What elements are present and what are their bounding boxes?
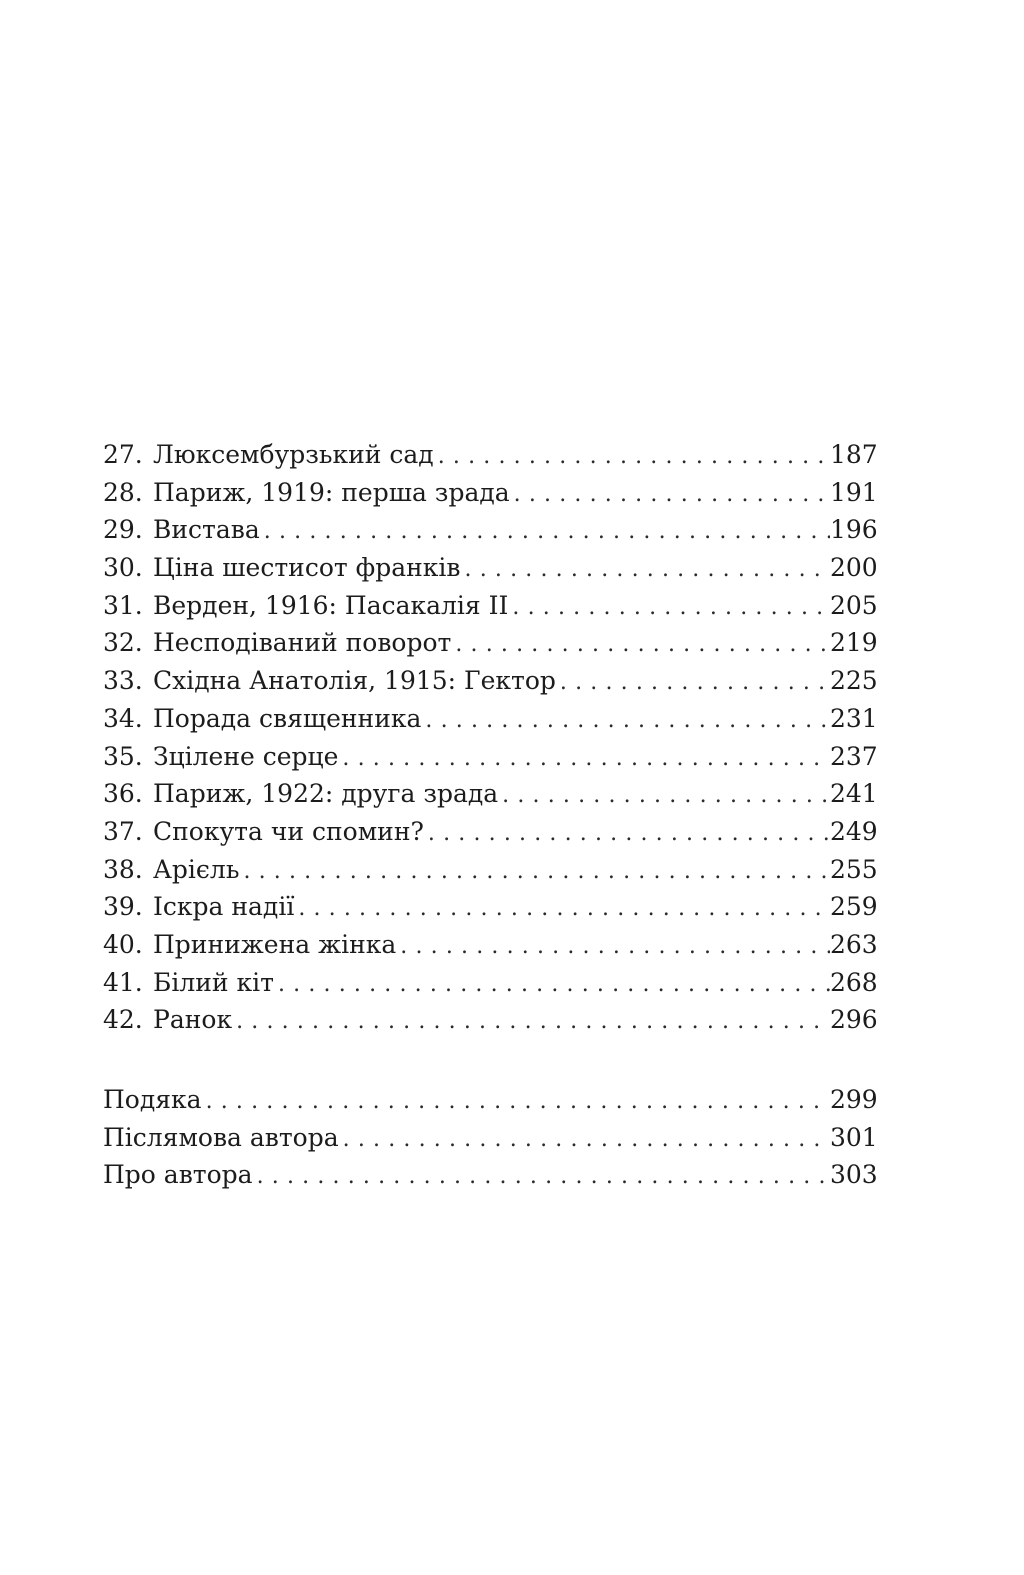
- chapter-number: 32.: [103, 628, 143, 658]
- chapter-number: 31.: [103, 590, 143, 620]
- page-number: 259: [830, 892, 878, 922]
- page-number: 301: [830, 1122, 878, 1152]
- page-number: 299: [830, 1085, 878, 1114]
- dot-leader: [236, 1003, 830, 1041]
- chapter-title: Порада священника: [153, 703, 422, 733]
- chapter-title: Ціна шестисот франків: [153, 553, 461, 583]
- chapter-number: 34.: [103, 703, 143, 733]
- section-title: Про автора: [103, 1160, 253, 1190]
- page-number: 268: [830, 967, 878, 997]
- chapter-title: Зцілене серце: [153, 741, 339, 771]
- toc-entry-41: [103, 964, 878, 1002]
- dot-leader: [465, 551, 830, 589]
- chapter-number: 41.: [103, 967, 143, 997]
- chapter-number: 36.: [103, 779, 143, 809]
- chapter-list: [103, 436, 878, 1039]
- dot-leader: [342, 740, 830, 778]
- chapter-number: 38.: [103, 854, 143, 884]
- chapter-number: 42.: [103, 1005, 143, 1035]
- toc-entry-34: [103, 700, 878, 738]
- chapter-title: Білий кіт: [153, 967, 274, 997]
- chapter-number: 40.: [103, 929, 143, 959]
- table-of-contents: [103, 436, 878, 1194]
- dot-leader: [264, 513, 830, 551]
- dot-leader: [514, 476, 830, 514]
- dot-leader: [560, 664, 830, 702]
- section-title: Подяка: [103, 1085, 202, 1114]
- dot-leader: [206, 1083, 830, 1121]
- toc-entry-42: [103, 1001, 878, 1039]
- toc-entry-33: [103, 662, 878, 700]
- page-number: 249: [830, 816, 878, 846]
- chapter-number: 35.: [103, 741, 143, 771]
- chapter-number: 30.: [103, 553, 143, 583]
- chapter-title: Верден, 1916: Пасакалія II: [153, 590, 509, 620]
- dot-leader: [278, 966, 830, 1004]
- chapter-title: Ранок: [153, 1005, 233, 1035]
- page-number: 255: [830, 854, 878, 884]
- toc-entry-35: [103, 738, 878, 776]
- toc-entry-32: [103, 624, 878, 662]
- chapter-number: 39.: [103, 892, 143, 922]
- dot-leader: [428, 815, 830, 853]
- chapter-number: 29.: [103, 515, 143, 545]
- toc-entry-27: [103, 436, 878, 474]
- toc-entry-36: [103, 775, 878, 813]
- dot-leader: [438, 438, 830, 476]
- chapter-title: Східна Анатолія, 1915: Гектор: [153, 666, 556, 696]
- dot-leader: [502, 777, 830, 815]
- chapter-number: 27.: [103, 440, 143, 469]
- chapter-title: Іскра надії: [153, 892, 295, 922]
- section-title: Післямова автора: [103, 1122, 339, 1152]
- chapter-title: Несподіваний поворот: [153, 628, 452, 658]
- toc-entry-37: [103, 813, 878, 851]
- chapter-number: 28.: [103, 477, 143, 507]
- chapter-title: Люксембурзький сад: [153, 440, 434, 469]
- chapter-title: Париж, 1919: перша зрада: [153, 477, 510, 507]
- dot-leader: [512, 589, 830, 627]
- dot-leader: [343, 1121, 830, 1159]
- page-number: 196: [830, 515, 878, 545]
- page-number: 241: [830, 779, 878, 809]
- chapter-title: Арієль: [153, 854, 240, 884]
- toc-entry-29: [103, 511, 878, 549]
- back-matter-list: [103, 1081, 878, 1194]
- chapter-number: 33.: [103, 666, 143, 696]
- page-number: 303: [830, 1160, 878, 1190]
- page-number: 219: [830, 628, 878, 658]
- dot-leader: [400, 928, 830, 966]
- page-number: 200: [830, 553, 878, 583]
- chapter-title: Спокута чи спомин?: [153, 816, 424, 846]
- section-spacer: [103, 1039, 878, 1081]
- dot-leader: [455, 626, 830, 664]
- page-number: 225: [830, 666, 878, 696]
- toc-entry-40: [103, 926, 878, 964]
- dot-leader: [425, 702, 830, 740]
- toc-entry-30: [103, 549, 878, 587]
- dot-leader: [257, 1158, 830, 1196]
- toc-entry-about-author: [103, 1156, 878, 1194]
- chapter-number: 37.: [103, 816, 143, 846]
- dot-leader: [243, 853, 830, 891]
- page-number: 191: [830, 477, 878, 507]
- toc-entry-38: [103, 851, 878, 889]
- page-number: 263: [830, 929, 878, 959]
- page-number: 205: [830, 590, 878, 620]
- toc-entry-31: [103, 587, 878, 625]
- page-number: 237: [830, 741, 878, 771]
- page-number: 187: [830, 440, 878, 469]
- toc-entry-39: [103, 888, 878, 926]
- dot-leader: [298, 890, 830, 928]
- chapter-title: Париж, 1922: друга зрада: [153, 779, 499, 809]
- chapter-title: Вистава: [153, 515, 260, 545]
- page-number: 231: [830, 703, 878, 733]
- toc-entry-acknowledgements: [103, 1081, 878, 1119]
- page-number: 296: [830, 1005, 878, 1035]
- toc-entry-afterword: [103, 1119, 878, 1157]
- toc-entry-28: [103, 474, 878, 512]
- chapter-title: Принижена жінка: [153, 929, 397, 959]
